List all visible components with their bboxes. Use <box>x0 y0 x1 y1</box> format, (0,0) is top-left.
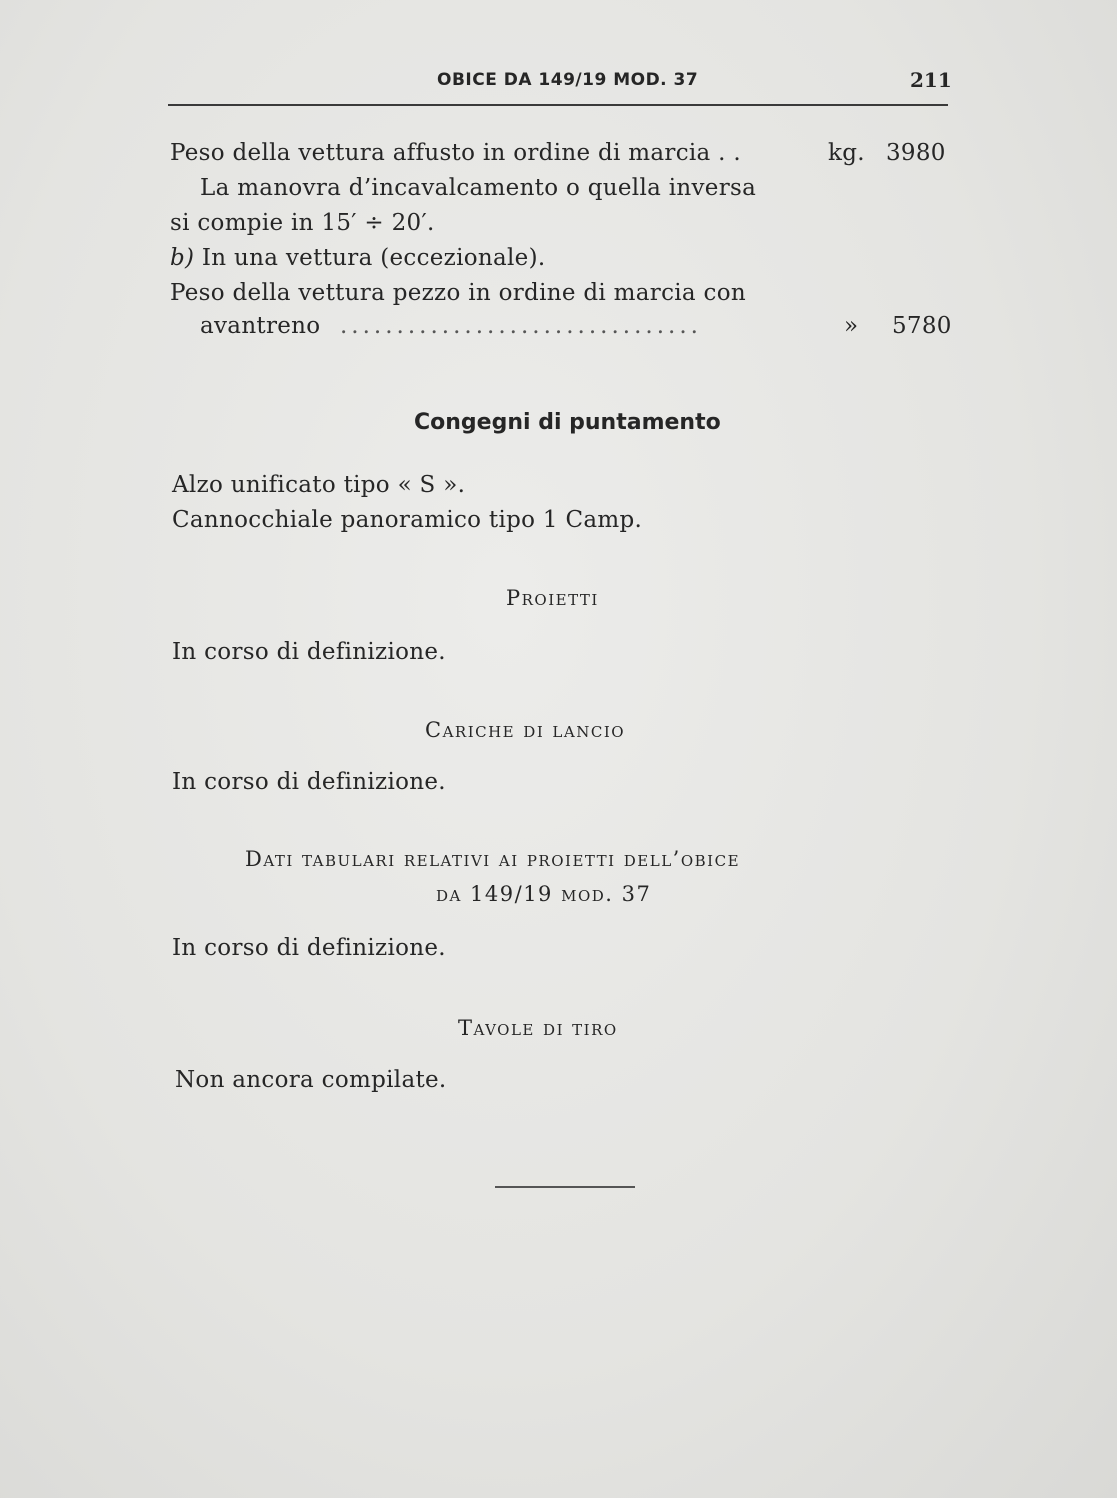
section-title-dati-line2: da 149/19 mod. 37 <box>436 882 652 906</box>
weight-line-pezzo: Peso della vettura pezzo in ordine di marcia con <box>170 280 746 306</box>
manovra-line: La manovra d’incavalcamento o quella inversa <box>200 175 757 201</box>
section-title-proietti: Proietti <box>506 586 599 610</box>
tavole-text: Non ancora compilate. <box>175 1067 447 1093</box>
alzo-line: Alzo unificato tipo « S ». <box>172 472 466 498</box>
weight-value-affusto: 3980 <box>886 140 946 166</box>
running-header-title: OBICE DA 149/19 MOD. 37 <box>437 70 699 90</box>
ditto-mark: » <box>844 313 859 339</box>
weight-label-affusto: Peso della vettura affusto in ordine di marcia . . <box>170 140 741 166</box>
cannocchiale-line: Cannocchiale panoramico tipo 1 Camp. <box>172 507 643 533</box>
end-rule <box>495 1186 635 1188</box>
vettura-eccezionale-text: In una vettura (eccezionale). <box>201 245 546 271</box>
weight-value-pezzo: 5780 <box>892 313 952 339</box>
dot-leader: ................................ <box>340 313 702 339</box>
list-marker: b) <box>170 245 195 271</box>
weight-line-affusto <box>170 140 741 166</box>
manovra-time-line: si compie in 15′ ÷ 20′. <box>170 210 435 236</box>
section-title-cariche: Cariche di lancio <box>425 718 626 742</box>
weight-unit-kg: kg. <box>828 140 865 166</box>
proietti-text: In corso di definizione. <box>172 639 446 665</box>
page-number: 211 <box>910 68 952 92</box>
vettura-eccezionale-line <box>170 245 545 271</box>
dati-text: In corso di definizione. <box>172 935 446 961</box>
header-rule <box>168 104 948 106</box>
cariche-text: In corso di definizione. <box>172 769 446 795</box>
section-title-congegni: Congegni di puntamento <box>414 410 721 435</box>
section-title-tavole: Tavole di tiro <box>458 1016 618 1040</box>
weight-label-avantreno: avantreno <box>200 313 321 339</box>
section-title-dati-line1: Dati tabulari relativi ai proietti dell’obice <box>245 847 741 871</box>
